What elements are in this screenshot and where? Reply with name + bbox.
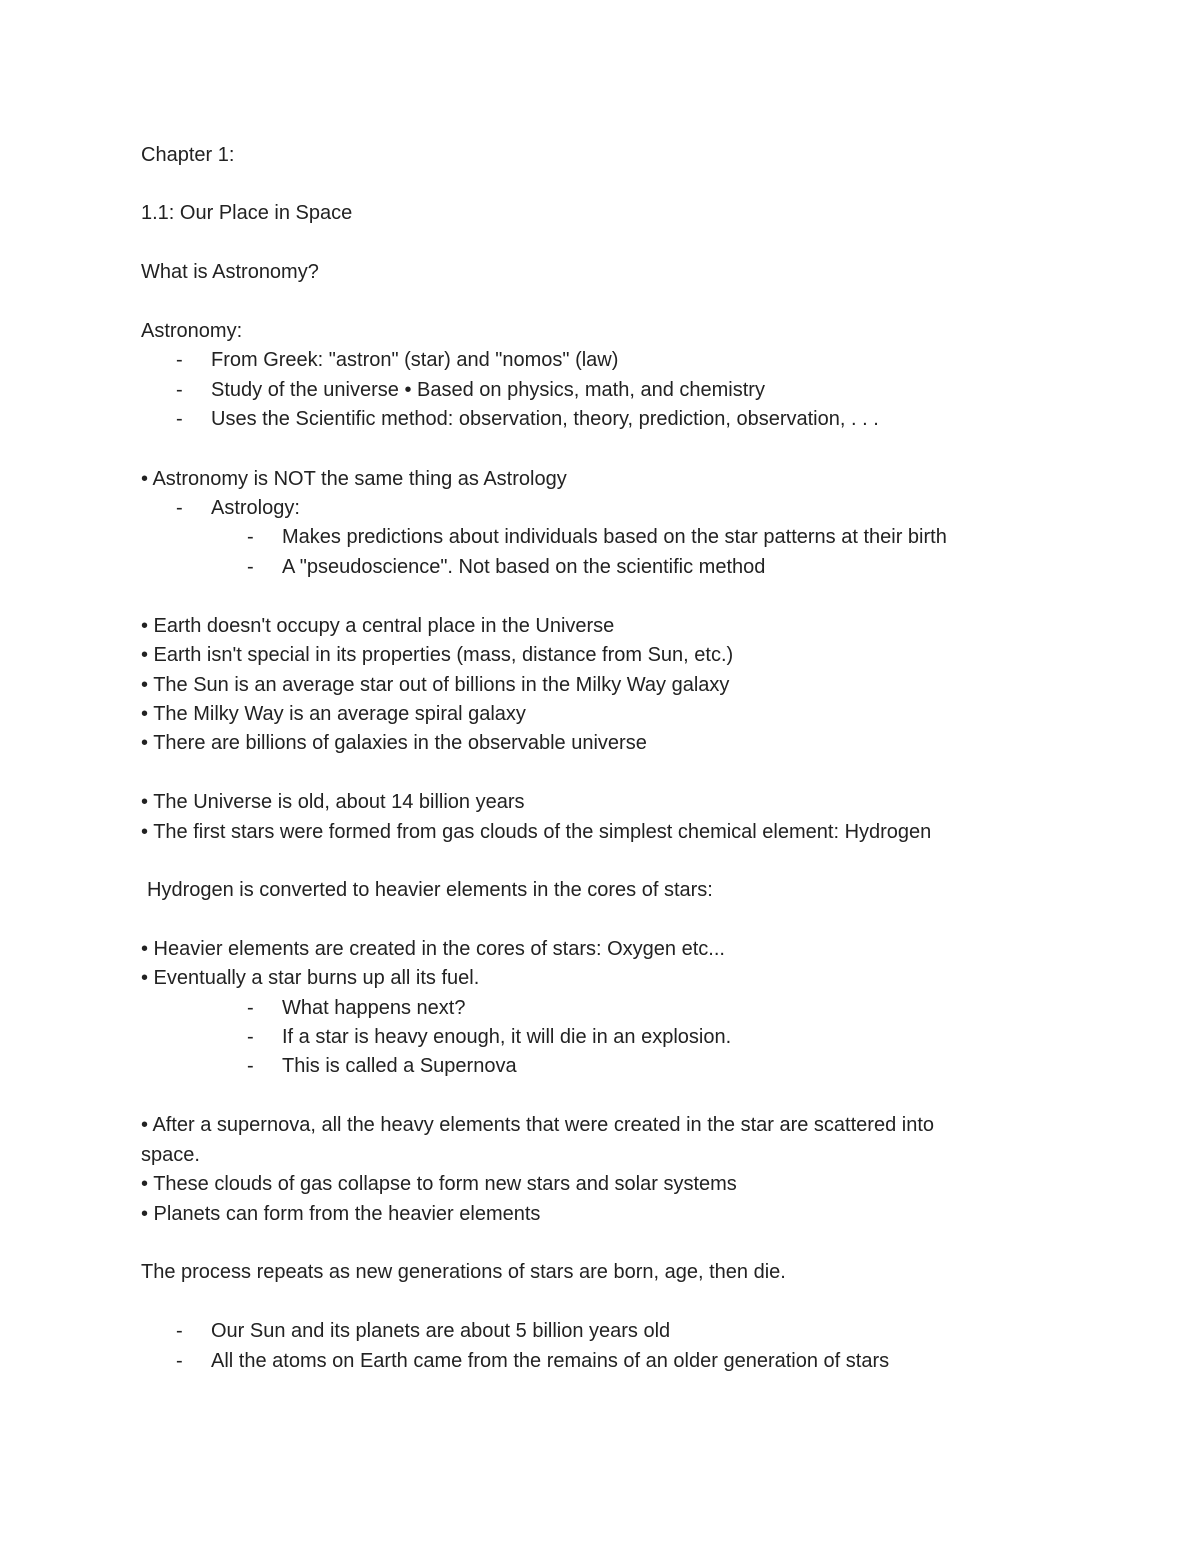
dash-marker: - xyxy=(176,1350,183,1372)
fuel-point: If a star is heavy enough, it will die in an explosion. xyxy=(282,1026,732,1048)
place-bullet: • There are billions of galaxies in the observable universe xyxy=(141,732,647,754)
process-line: The process repeats as new generations of stars are born, age, then die. xyxy=(141,1261,786,1283)
astronomy-point: Study of the universe • Based on physics, math, and chemistry xyxy=(211,379,765,401)
astrology-point: Makes predictions about individuals based on the star patterns at their birth xyxy=(282,526,947,548)
astrology-label: Astrology: xyxy=(211,497,300,519)
dash-marker: - xyxy=(176,379,183,401)
dash-marker: - xyxy=(247,1026,254,1048)
formation-bullet: • Planets can form from the heavier elements xyxy=(141,1203,541,1225)
universe-bullet: • The Universe is old, about 14 billion years xyxy=(141,791,525,813)
dash-marker: - xyxy=(247,1055,254,1077)
universe-bullet: • The first stars were formed from gas clouds of the simplest chemical element: Hydrogen xyxy=(141,821,932,843)
question-heading: What is Astronomy? xyxy=(141,261,319,283)
supernova-bullet-line1: • After a supernova, all the heavy elements that were created in the star are scattered into xyxy=(141,1114,934,1136)
fuel-point: This is called a Supernova xyxy=(282,1055,517,1077)
fuel-point: What happens next? xyxy=(282,997,466,1019)
astrology-point: A "pseudoscience". Not based on the scientific method xyxy=(282,556,766,578)
dash-marker: - xyxy=(176,497,183,519)
dash-marker: - xyxy=(176,349,183,371)
dash-marker: - xyxy=(247,556,254,578)
dash-marker: - xyxy=(247,997,254,1019)
place-bullet: • The Milky Way is an average spiral galaxy xyxy=(141,703,526,725)
chapter-heading: Chapter 1: xyxy=(141,144,235,166)
astronomy-label: Astronomy: xyxy=(141,320,243,342)
dash-marker: - xyxy=(247,526,254,548)
place-bullet: • Earth doesn't occupy a central place in the Universe xyxy=(141,615,615,637)
place-bullet: • The Sun is an average star out of billions in the Milky Way galaxy xyxy=(141,674,730,696)
dash-marker: - xyxy=(176,408,183,430)
place-bullet: • Earth isn't special in its properties (mass, distance from Sun, etc.) xyxy=(141,644,734,666)
heavier-bullet: • Eventually a star burns up all its fuel. xyxy=(141,967,480,989)
heavier-bullet: • Heavier elements are created in the cores of stars: Oxygen etc... xyxy=(141,938,725,960)
supernova-bullet-line2: space. xyxy=(141,1144,200,1166)
closing-point: All the atoms on Earth came from the remains of an older generation of stars xyxy=(211,1350,890,1372)
astronomy-point: From Greek: "astron" (star) and "nomos" (law) xyxy=(211,349,619,371)
dash-marker: - xyxy=(176,1320,183,1342)
hydrogen-line: Hydrogen is converted to heavier elements in the cores of stars: xyxy=(147,879,713,901)
astrology-bullet: • Astronomy is NOT the same thing as Astrology xyxy=(141,468,567,490)
closing-point: Our Sun and its planets are about 5 billion years old xyxy=(211,1320,671,1342)
astronomy-point: Uses the Scientific method: observation, theory, prediction, observation, . . . xyxy=(211,408,879,430)
formation-bullet: • These clouds of gas collapse to form new stars and solar systems xyxy=(141,1173,737,1195)
section-heading: 1.1: Our Place in Space xyxy=(141,202,353,224)
